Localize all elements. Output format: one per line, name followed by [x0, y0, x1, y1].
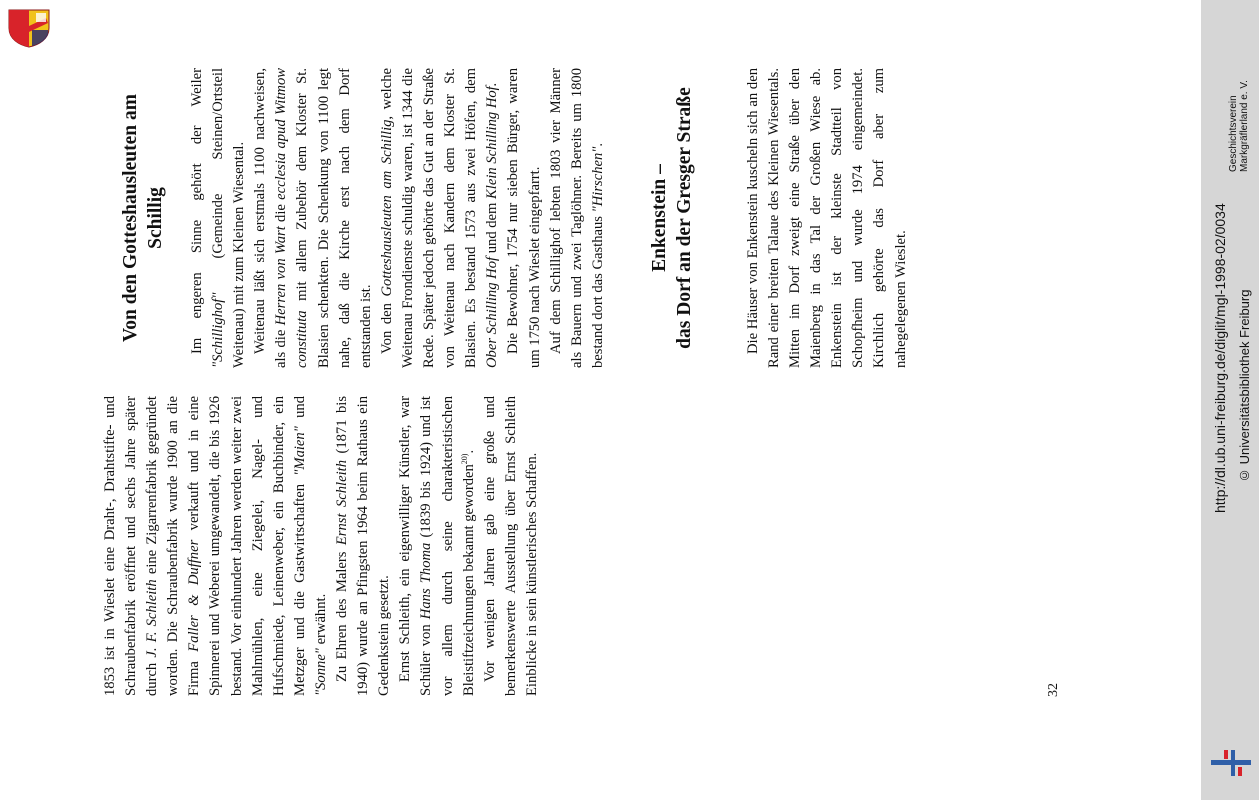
section-heading-schillig: Von den Gotteshausleuten am Schillig	[120, 94, 166, 342]
text-run: .	[460, 449, 477, 454]
society-name: Geschichtsverein	[1228, 95, 1239, 172]
text-run: .	[589, 142, 606, 147]
italic-text: Gotteshausleuten am Schillig,	[378, 115, 395, 297]
text-run: die	[273, 199, 290, 227]
paragraph	[503, 68, 545, 368]
text-run: Zu Ehren des Malers	[334, 545, 351, 682]
italic-text: Hans Thoma	[418, 542, 435, 620]
text-run: welche Weitenau Frondienste schuldig waren, ist 1344 die Rede. Später jedoch gehörte das Gut an der Straße von Weitenau nach Kandern dem Kloster St. Blasien. Es bestand 1573 aus zwei Höfen, dem	[378, 68, 480, 368]
text-run: (Gemeinde Steinen/Ortsteil Weitenau) mit zum Kleinen Wiesental.	[210, 68, 248, 368]
italic-text: Ernst Schleith	[334, 460, 351, 546]
footnote-marker: 20)	[459, 453, 469, 465]
paragraph	[546, 68, 609, 368]
italic-text: ecclesia apud Witmow constituta	[273, 68, 311, 368]
text-run: (1839 bis 1924) und ist vor allem durch seine charakteristischen Bleistiftzeichnungen bekannt geworden	[418, 396, 477, 696]
text-run: Auf dem Schillighof lebten 1803 vier Männer als Bauern und zwei Taglöhner. Bereits um 1800 bestand dort das Gasthaus	[547, 68, 606, 368]
italic-text: Herren von Wart	[273, 226, 290, 326]
text-run: (1871 bis 1940) wurde an Pfingsten 1964 beim Rathaus ein Gedenkstein gesetzt.	[334, 396, 393, 696]
page-number: 32	[1046, 683, 1061, 697]
text-run: eine Zigarrenfabrik gegründet worden. Die Schraubenfabrik wurde 1900 an die Firma	[144, 396, 203, 696]
coat-of-arms-icon	[6, 8, 52, 48]
enkenstein-section-body	[743, 68, 912, 368]
heading-line-2: das Dorf an der Gresger Straße	[673, 87, 695, 349]
italic-text: "Hirschen"	[589, 146, 606, 213]
italic-text: Klein Schilling Hof.	[484, 82, 501, 199]
paragraph	[250, 68, 377, 368]
italic-text: Ober Schilling Hof	[484, 256, 501, 368]
text-run: verkauft und in eine Spinnerei und Weberei umgewandelt, die bis 1926 bestand. Vor einhundert Jahren werden weiter zwei Mahlmühlen, eine Ziegelei, Nagel- und Hufschmiede, Leinenweber, ein Buchbinder, ein Metzger und die Gastwirtschaften	[186, 396, 308, 696]
text-run: Weitenau läßt sich erstmals 1100 nachweisen, als die	[252, 68, 290, 368]
society-region: Markgräflerland e. V.	[1239, 80, 1250, 172]
text-run: Die Häuser von Enkenstein kuscheln sich an den Rand einer breiten Talaue des Kleinen Wiesentals. Mitten im Dorf zweigt eine Straße über den Maienberg in das Tal der Großen Wiese ab. Enkenstein ist der kleinste Stadtteil von Schopfheim und wurde 1974 eingemeindet. Kirchlich gehörte das Dorf aber zum nahegelegenen Wieslet.	[744, 68, 909, 368]
heading-line-1: Enkenstein –	[648, 164, 670, 272]
paragraph	[395, 396, 479, 696]
section-heading-enkenstein	[647, 68, 697, 368]
italic-text: "Maien"	[291, 426, 308, 476]
text-run: Ernst Schleith, ein eigenwilliger Künstler, war Schüler von	[397, 396, 435, 696]
library-credit: © Universitätsbibliothek Freiburg	[1237, 290, 1252, 484]
italic-text: "Schillighof"	[210, 292, 227, 368]
paragraph	[480, 396, 543, 696]
paragraph	[100, 396, 332, 696]
paragraph	[187, 68, 250, 368]
text-run: und dem	[484, 198, 501, 257]
italic-text: Faller & Duffner	[186, 539, 203, 652]
text-column-left	[100, 396, 543, 696]
text-run: 1853 ist in Wieslet eine Draht-, Drahtstifte- und Schraubenfabrik eröffnet und sechs Jahre später durch	[102, 396, 161, 696]
text-column-right	[100, 68, 912, 368]
paragraph	[377, 68, 504, 368]
text-run: erwähnt.	[312, 593, 329, 649]
text-run: mit allem Zubehör dem Kloster St. Blasien schenkten. Die Schenkung von 1100 legt nahe, daß die Kirche erst nach dem Dorf entstanden ist.	[294, 68, 374, 368]
text-run: Von den	[378, 296, 395, 354]
text-run: Die Bewohner, 1754 nur sieben Bürger, waren um 1750 nach Wieslet eingepfarrt.	[505, 68, 543, 368]
source-url-link[interactable]: http://dl.ub.uni-freiburg.de/diglit/mgl-1998-02/0034	[1212, 203, 1228, 513]
paragraph	[743, 68, 912, 368]
text-run: Vor wenigen Jahren gab eine große und bemerkenswerte Ausstellung über Ernst Schleith Einblicke in sein künstlerisches Schaffen.	[481, 396, 540, 696]
italic-text: J. F. Schleith	[144, 579, 161, 658]
paragraph	[332, 396, 395, 696]
ub-freiburg-logo-icon	[1211, 748, 1251, 778]
text-run: Im engeren Sinne gehört der Weiler	[189, 68, 205, 354]
text-run: und	[291, 395, 308, 427]
schillig-section-body	[187, 68, 609, 368]
italic-text: "Sonne"	[312, 648, 329, 696]
